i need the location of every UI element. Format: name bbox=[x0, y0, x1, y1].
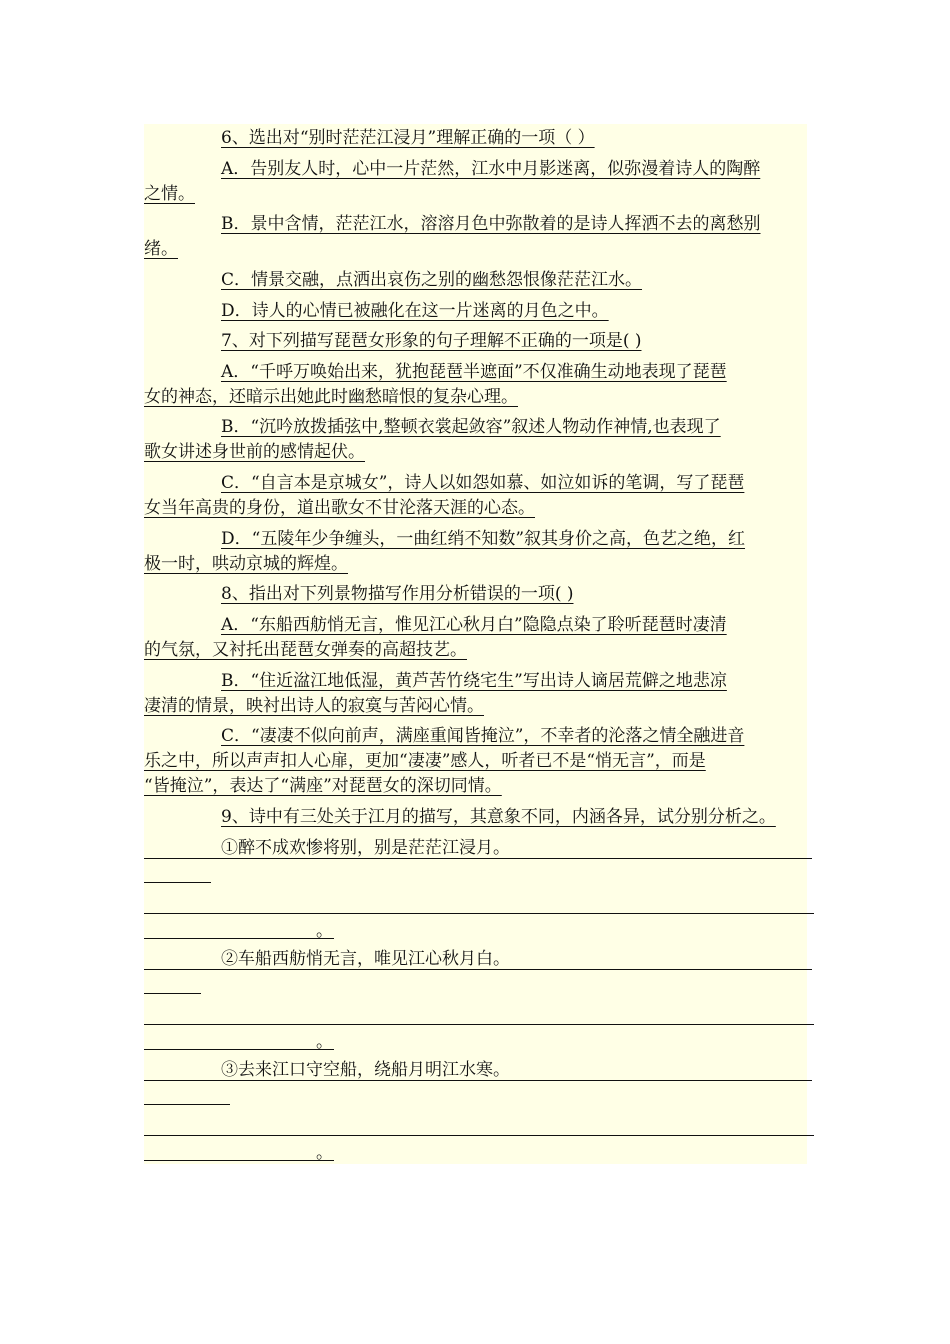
question-7-option-b-cont: 歌女讲述身世前的感情起伏。 bbox=[144, 442, 365, 462]
question-6-option-d: D．诗人的心情已被融化在这一片迷离的月色之中。 bbox=[221, 301, 609, 321]
question-8-option-c-cont2: “皆掩泣”，表达了“满座”对琵琶女的深切同情。 bbox=[144, 776, 502, 796]
question-6-option-a-cont: 之情。 bbox=[144, 184, 195, 204]
answer-end-mark: 。 bbox=[316, 1032, 333, 1052]
question-8-option-a-cont: 的气氛，又衬托出琵琶女弹奏的高超技艺。 bbox=[144, 640, 467, 660]
answer-line[interactable] bbox=[144, 882, 211, 883]
question-7-option-a-cont: 女的神态，还暗示出她此时幽愁暗恨的复杂心理。 bbox=[144, 387, 518, 407]
answer-end-mark: 。 bbox=[316, 921, 333, 941]
question-6-option-c: C．情景交融，点洒出哀伤之别的幽愁怨恨像茫茫江水。 bbox=[221, 270, 643, 290]
question-8-option-c-cont: 乐之中，所以声声扣人心扉，更加“凄凄”感人，听者已不是“悄无言”，而是 bbox=[144, 751, 706, 771]
question-7-option-d-cont: 极一时，哄动京城的辉煌。 bbox=[144, 554, 348, 574]
answer-line[interactable] bbox=[144, 1135, 814, 1136]
question-9-item-3: ③去来江口守空船，绕船月明江水寒。 bbox=[221, 1060, 510, 1080]
answer-line[interactable] bbox=[144, 1160, 334, 1161]
answer-line[interactable] bbox=[144, 993, 201, 994]
answer-line[interactable] bbox=[144, 858, 812, 859]
answer-line[interactable] bbox=[144, 1024, 814, 1025]
question-7-option-d: D．“五陵年少争缠头，一曲红绡不知数”叙其身价之高，色艺之绝，红 bbox=[221, 529, 746, 549]
question-9-stem: 9、诗中有三处关于江月的描写，其意象不同，内涵各异，试分别分析之。 bbox=[221, 807, 776, 827]
question-6-option-a: A．告别友人时，心中一片茫然，江水中月影迷离，似弥漫着诗人的陶醉 bbox=[221, 159, 761, 179]
question-6-option-b-cont: 绪。 bbox=[144, 239, 178, 259]
question-8-option-c: C．“凄凄不似向前声，满座重闻皆掩泣”，不幸者的沦落之情全融进音 bbox=[221, 726, 745, 746]
question-7-stem: 7、对下列描写琵琶女形象的句子理解不正确的一项是( ) bbox=[221, 331, 642, 351]
answer-line[interactable] bbox=[144, 1080, 812, 1081]
question-8-option-b-cont: 凄清的情景，映衬出诗人的寂寞与苦闷心情。 bbox=[144, 696, 484, 716]
question-9-item-2: ②车船西舫悄无言，唯见江心秋月白。 bbox=[221, 949, 510, 969]
answer-line[interactable] bbox=[144, 1104, 230, 1105]
question-7-option-a: A．“千呼万唤始出来，犹抱琵琶半遮面”不仅准确生动地表现了琵琶 bbox=[221, 362, 727, 382]
question-7-option-c-cont: 女当年高贵的身份，道出歌女不甘沦落天涯的心态。 bbox=[144, 498, 535, 518]
answer-line[interactable] bbox=[144, 938, 334, 939]
question-7-option-c: C．“自言本是京城女”，诗人以如怨如慕、如泣如诉的笔调，写了琵琶 bbox=[221, 473, 745, 493]
question-8-option-b: B．“住近湓江地低湿，黄芦苦竹绕宅生”写出诗人谪居荒僻之地悲凉 bbox=[221, 671, 727, 691]
question-9-item-1: ①醉不成欢惨将别，别是茫茫江浸月。 bbox=[221, 838, 510, 858]
answer-line[interactable] bbox=[144, 913, 814, 914]
question-6-option-b: B．景中含情，茫茫江水，溶溶月色中弥散着的是诗人挥洒不去的离愁别 bbox=[221, 214, 761, 234]
answer-line[interactable] bbox=[144, 1049, 334, 1050]
answer-line[interactable] bbox=[144, 969, 812, 970]
question-6-stem: 6、选出对“别时茫茫江浸月”理解正确的一项（ ） bbox=[221, 128, 595, 148]
answer-end-mark: 。 bbox=[316, 1143, 333, 1163]
question-7-option-b: B．“沉吟放拨插弦中,整顿衣裳起敛容”叙述人物动作神情,也表现了 bbox=[221, 417, 721, 437]
question-8-option-a: A．“东船西舫悄无言，惟见江心秋月白”隐隐点染了聆听琵琶时凄清 bbox=[221, 615, 727, 635]
question-8-stem: 8、指出对下列景物描写作用分析错误的一项( ) bbox=[221, 584, 574, 604]
